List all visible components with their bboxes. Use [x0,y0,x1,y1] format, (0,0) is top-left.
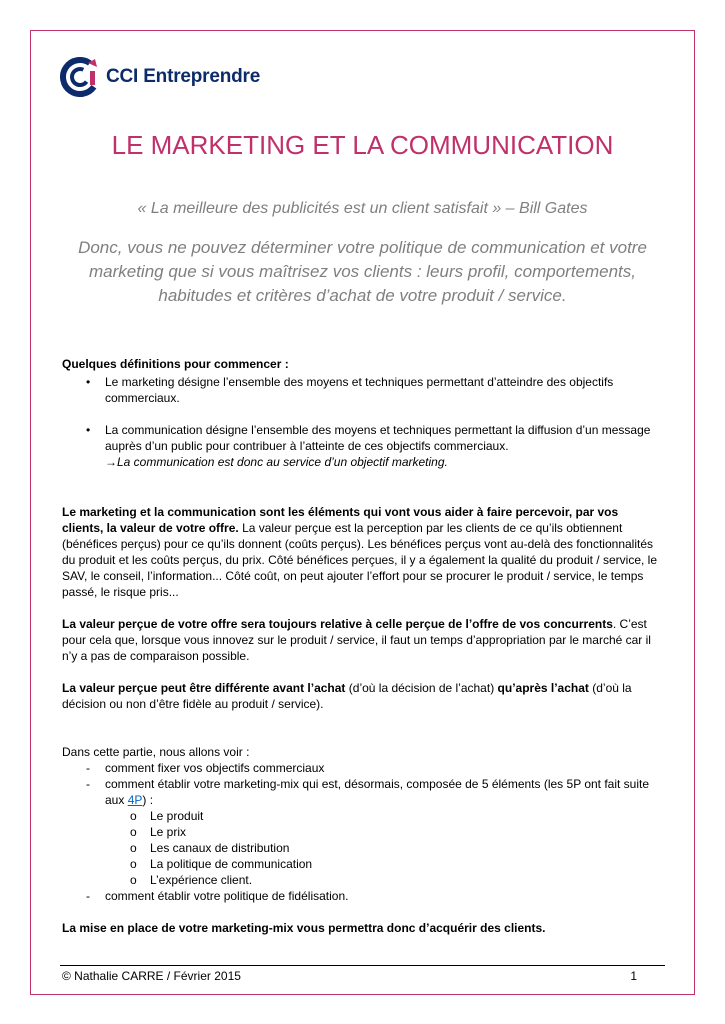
document-body [62,356,662,936]
list-item [62,888,662,904]
paragraph-value-bold: Le marketing et la communication sont les éléments qui vont vous aider à faire percevoir, par vos clients, la valeur de votre offre. [62,505,619,535]
list-item [62,824,662,840]
list-item [62,840,662,856]
cci-logo-icon [60,57,100,97]
document-title: LE MARKETING ET LA COMMUNICATION [111,130,614,160]
list-item [62,760,662,776]
dash-icon: - [86,777,90,791]
dash-icon: - [86,761,90,775]
list-item [62,422,662,454]
plan-item-loyalty: comment établir votre politique de fidélisation. [105,889,349,903]
cci-logo [60,57,260,97]
dash-icon: - [86,889,90,903]
bullet-icon: • [86,423,91,437]
paragraph-competitors-text: . C’est pour cela que, lorsque vous innovez sur le produit / service, il faut un temps d’appropriation par le marché car il n’y a pas de comparaison possible. [62,617,651,663]
plan-list [62,760,662,904]
arrow-right-icon: → [105,455,117,469]
definitions-heading: Quelques définitions pour commencer : [62,357,289,371]
page-number: 1 [630,969,637,983]
bullet-icon: • [86,375,91,389]
plan-item-marketing-mix: comment établir votre marketing-mix qui est, désormais, composée de 5 éléments (les 5P ont fait suite aux [105,777,650,807]
plan-item-objectives: comment fixer vos objectifs commerciaux [105,761,325,775]
paragraph-value-text: La valeur perçue est la perception par les clients de ce qu’ils obtiennent (bénéfices perçus) pour ce qu’ils donnent (coûts perçus). Les bénéfices perçus vont au-delà des fonctionnalités du produit et les coûts perçus, du prix. Côté bénéfices perçues, il y a également la qualité du produit / service, le SAV, le conseil, l’information... Côté coût, on peut ajouter l’effort pour se procurer le produit / service, le temps passé, le risque pris... [62,521,657,599]
circle-bullet-icon: o [130,873,137,887]
definitions-list [62,374,662,454]
plan-item-marketing-mix-end: ) : [142,793,154,807]
sub-item-price: Le prix [150,825,187,839]
footer-author: © Nathalie CARRE / Février 2015 [62,969,241,983]
sub-item-product: Le produit [150,809,204,823]
sub-item-experience: L’expérience client. [150,873,253,887]
list-item [62,856,662,872]
paragraph-after-text: (d’où la décision ou non d’être fidèle au produit / service). [62,681,632,711]
paragraph-value [62,504,662,600]
paragraph-after-bold: qu’après l’achat [497,681,589,695]
definition-communication: La communication désigne l’ensemble des moyens et techniques permettant la diffusion d’un message auprès d’un public pour contribuer à l’atteinte de ces objectifs commerciaux. [105,423,651,453]
circle-bullet-icon: o [130,809,137,823]
marketing-mix-sublist [62,808,662,888]
footer-divider [60,965,665,966]
note-text: La communication est donc au service d’un objectif marketing. [117,455,448,469]
conclusion: La mise en place de votre marketing-mix vous permettra donc d’acquérir des clients. [62,921,546,935]
circle-bullet-icon: o [130,857,137,871]
list-item [62,872,662,888]
sub-item-distribution: Les canaux de distribution [150,841,290,855]
paragraph-before-after [62,680,662,712]
paragraph-before-bold: La valeur perçue peut être différente avant l’achat [62,681,346,695]
paragraph-competitors [62,616,662,664]
paragraph-competitors-bold: La valeur perçue de votre offre sera toujours relative à celle perçue de l’offre de vos concurrents [62,617,613,631]
circle-bullet-icon: o [130,825,137,839]
arrow-note [62,454,662,470]
logo-text: CCI Entreprendre [106,66,261,87]
list-item [62,374,662,406]
intro-text: Donc, vous ne pouvez déterminer votre politique de communication et votre marketing que si vous maîtrisez vos clients : leurs profil, comportements, habitudes et critères d’achat de votre produit / service. [78,238,647,305]
quote: « La meilleure des publicités est un client satisfait » – Bill Gates [137,200,588,217]
list-item [62,808,662,824]
link-4p[interactable]: 4P [127,793,143,807]
circle-bullet-icon: o [130,841,137,855]
list-item [62,776,662,888]
definition-marketing: Le marketing désigne l’ensemble des moyens et techniques permettant d’atteindre des objectifs commerciaux. [105,375,614,405]
plan-intro: Dans cette partie, nous allons voir : [62,745,250,759]
sub-item-communication: La politique de communication [150,857,313,871]
paragraph-before-text: (d’où la décision de l’achat) [345,681,498,695]
